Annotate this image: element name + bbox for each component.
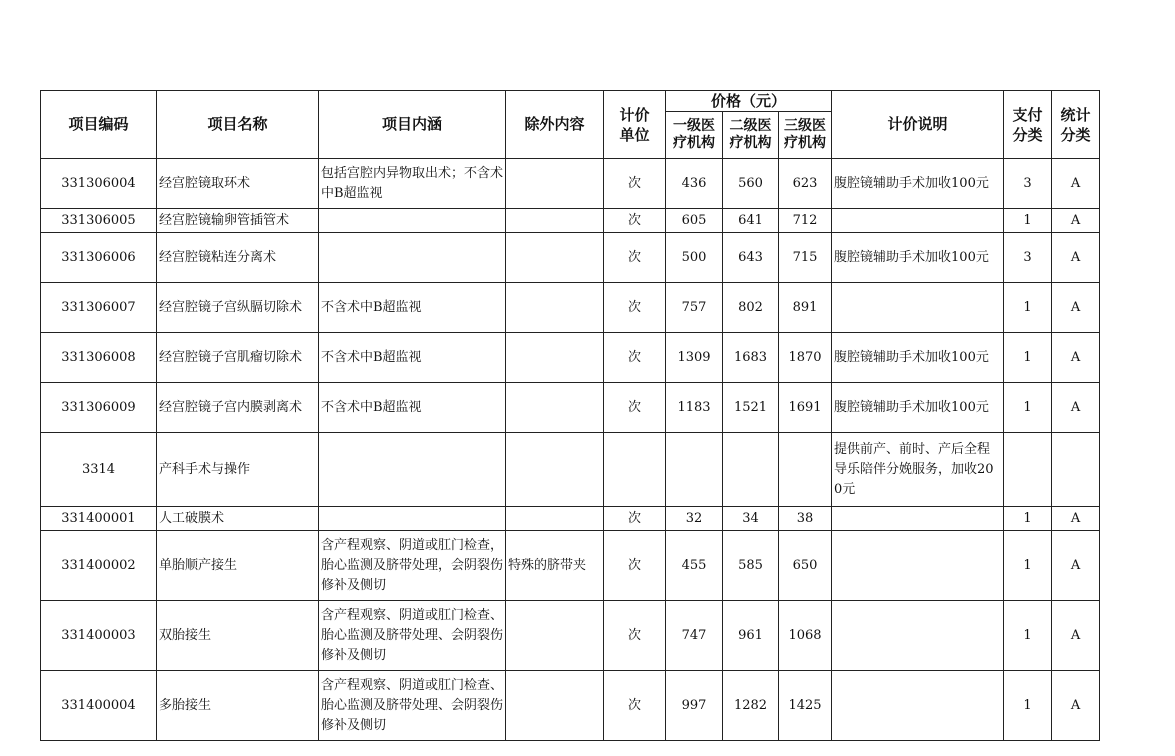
table-row (41, 159, 1100, 209)
cell-price-level3: 891 (779, 283, 832, 333)
cell-code: 331400004 (41, 671, 157, 741)
cell-unit: 次 (604, 333, 666, 383)
cell-price-level1: 1309 (666, 333, 723, 383)
cell-content (319, 233, 506, 283)
cell-excluded: 特殊的脐带夹 (506, 531, 604, 601)
cell-unit: 次 (604, 507, 666, 531)
cell-excluded (506, 601, 604, 671)
cell-name: 产科手术与操作 (157, 433, 319, 507)
cell-stat: A (1052, 383, 1100, 433)
cell-price-level1: 436 (666, 159, 723, 209)
cell-price-level3: 1870 (779, 333, 832, 383)
header-level3-text: 三级医疗机构 (784, 118, 826, 151)
table-row (41, 209, 1100, 233)
cell-stat: A (1052, 283, 1100, 333)
cell-price-level1: 500 (666, 233, 723, 283)
cell-pay (1004, 433, 1052, 507)
header-name: 项目名称 (157, 91, 319, 159)
cell-pay: 3 (1004, 159, 1052, 209)
cell-note: 腹腔镜辅助手术加收100元 (832, 233, 1004, 283)
cell-note: 腹腔镜辅助手术加收100元 (832, 333, 1004, 383)
cell-excluded (506, 671, 604, 741)
cell-code: 331306009 (41, 383, 157, 433)
cell-code: 331306007 (41, 283, 157, 333)
cell-note (832, 531, 1004, 601)
header-level2 (723, 112, 779, 159)
cell-note (832, 507, 1004, 531)
cell-stat (1052, 433, 1100, 507)
cell-price-level2: 1282 (723, 671, 779, 741)
cell-excluded (506, 507, 604, 531)
header-level3 (779, 112, 832, 159)
cell-unit: 次 (604, 159, 666, 209)
header-price-group: 价格（元） (666, 91, 832, 112)
table-row (41, 333, 1100, 383)
cell-pay: 1 (1004, 383, 1052, 433)
cell-unit: 次 (604, 601, 666, 671)
cell-pay: 3 (1004, 233, 1052, 283)
cell-stat: A (1052, 531, 1100, 601)
cell-price-level1: 605 (666, 209, 723, 233)
cell-price-level3: 650 (779, 531, 832, 601)
cell-note: 提供前产、前时、产后全程导乐陪伴分娩服务，加收200元 (832, 433, 1004, 507)
cell-excluded (506, 233, 604, 283)
cell-pay: 1 (1004, 507, 1052, 531)
table-row (41, 507, 1100, 531)
cell-unit: 次 (604, 671, 666, 741)
cell-name: 人工破膜术 (157, 507, 319, 531)
cell-excluded (506, 159, 604, 209)
table-row (41, 283, 1100, 333)
price-table (40, 90, 1100, 741)
cell-name: 经宫腔镜取环术 (157, 159, 319, 209)
cell-price-level3: 1068 (779, 601, 832, 671)
cell-name: 经宫腔镜子宫内膜剥离术 (157, 383, 319, 433)
cell-price-level2: 802 (723, 283, 779, 333)
cell-price-level2: 1521 (723, 383, 779, 433)
header-excluded: 除外内容 (506, 91, 604, 159)
header-code: 项目编码 (41, 91, 157, 159)
table-row (41, 531, 1100, 601)
cell-content: 含产程观察、阴道或肛门检查，胎心监测及脐带处理，会阴裂伤修补及侧切 (319, 531, 506, 601)
table-row (41, 233, 1100, 283)
cell-pay: 1 (1004, 531, 1052, 601)
header-pay-text: 支付分类 (1012, 105, 1043, 144)
cell-note (832, 209, 1004, 233)
cell-pay: 1 (1004, 333, 1052, 383)
cell-price-level2: 34 (723, 507, 779, 531)
table-body (41, 159, 1100, 741)
cell-excluded (506, 333, 604, 383)
cell-unit (604, 433, 666, 507)
cell-price-level2: 643 (723, 233, 779, 283)
cell-pay: 1 (1004, 283, 1052, 333)
cell-excluded (506, 383, 604, 433)
cell-name: 经宫腔镜子宫纵膈切除术 (157, 283, 319, 333)
cell-stat: A (1052, 333, 1100, 383)
cell-price-level2: 560 (723, 159, 779, 209)
cell-unit: 次 (604, 283, 666, 333)
table-row (41, 383, 1100, 433)
cell-unit: 次 (604, 209, 666, 233)
cell-note: 腹腔镜辅助手术加收100元 (832, 159, 1004, 209)
cell-content: 不含术中B超监视 (319, 383, 506, 433)
cell-price-level1: 1183 (666, 383, 723, 433)
cell-name: 单胎顺产接生 (157, 531, 319, 601)
cell-stat: A (1052, 233, 1100, 283)
cell-code: 3314 (41, 433, 157, 507)
header-level2-text: 二级医疗机构 (729, 118, 772, 151)
cell-pay: 1 (1004, 601, 1052, 671)
cell-unit: 次 (604, 233, 666, 283)
cell-price-level1: 757 (666, 283, 723, 333)
table-header (41, 91, 1100, 159)
header-stat-text: 统计分类 (1060, 105, 1091, 144)
cell-content (319, 507, 506, 531)
table-row (41, 671, 1100, 741)
cell-price-level1 (666, 433, 723, 507)
cell-name: 经宫腔镜输卵管插管术 (157, 209, 319, 233)
table-row (41, 601, 1100, 671)
cell-price-level3: 1691 (779, 383, 832, 433)
cell-pay: 1 (1004, 209, 1052, 233)
header-note: 计价说明 (832, 91, 1004, 159)
cell-price-level1: 747 (666, 601, 723, 671)
cell-note (832, 601, 1004, 671)
cell-code: 331306008 (41, 333, 157, 383)
cell-price-level1: 455 (666, 531, 723, 601)
cell-price-level3: 1425 (779, 671, 832, 741)
cell-unit: 次 (604, 531, 666, 601)
cell-code: 331306004 (41, 159, 157, 209)
cell-price-level3: 715 (779, 233, 832, 283)
cell-name: 多胎接生 (157, 671, 319, 741)
cell-name: 双胎接生 (157, 601, 319, 671)
table-row (41, 433, 1100, 507)
cell-content: 不含术中B超监视 (319, 283, 506, 333)
cell-price-level3: 712 (779, 209, 832, 233)
cell-code: 331400003 (41, 601, 157, 671)
header-unit (604, 91, 666, 159)
cell-price-level1: 997 (666, 671, 723, 741)
cell-content: 不含术中B超监视 (319, 333, 506, 383)
cell-stat: A (1052, 209, 1100, 233)
cell-pay: 1 (1004, 671, 1052, 741)
header-stat (1052, 91, 1100, 159)
cell-price-level2 (723, 433, 779, 507)
cell-stat: A (1052, 601, 1100, 671)
cell-price-level2: 585 (723, 531, 779, 601)
cell-price-level1: 32 (666, 507, 723, 531)
header-pay (1004, 91, 1052, 159)
cell-stat: A (1052, 671, 1100, 741)
cell-note (832, 671, 1004, 741)
cell-name: 经宫腔镜子宫肌瘤切除术 (157, 333, 319, 383)
cell-content: 含产程观察、阴道或肛门检查、胎心监测及脐带处理、会阴裂伤修补及侧切 (319, 671, 506, 741)
cell-excluded (506, 433, 604, 507)
cell-code: 331306006 (41, 233, 157, 283)
cell-stat: A (1052, 159, 1100, 209)
cell-name: 经宫腔镜粘连分离术 (157, 233, 319, 283)
cell-price-level2: 641 (723, 209, 779, 233)
cell-code: 331400001 (41, 507, 157, 531)
cell-excluded (506, 209, 604, 233)
cell-content: 含产程观察、阴道或肛门检查、胎心监测及脐带处理、会阴裂伤修补及侧切 (319, 601, 506, 671)
cell-note (832, 283, 1004, 333)
cell-price-level3 (779, 433, 832, 507)
cell-unit: 次 (604, 383, 666, 433)
cell-price-level3: 38 (779, 507, 832, 531)
cell-stat: A (1052, 507, 1100, 531)
cell-content (319, 209, 506, 233)
cell-price-level3: 623 (779, 159, 832, 209)
header-level1-text: 一级医疗机构 (672, 118, 715, 151)
cell-code: 331400002 (41, 531, 157, 601)
header-content: 项目内涵 (319, 91, 506, 159)
cell-price-level2: 961 (723, 601, 779, 671)
cell-price-level2: 1683 (723, 333, 779, 383)
header-level1 (666, 112, 723, 159)
cell-code: 331306005 (41, 209, 157, 233)
cell-excluded (506, 283, 604, 333)
cell-content: 包括宫腔内异物取出术；不含术中B超监视 (319, 159, 506, 209)
header-unit-text: 计价单位 (619, 105, 650, 144)
cell-note: 腹腔镜辅助手术加收100元 (832, 383, 1004, 433)
cell-content (319, 433, 506, 507)
